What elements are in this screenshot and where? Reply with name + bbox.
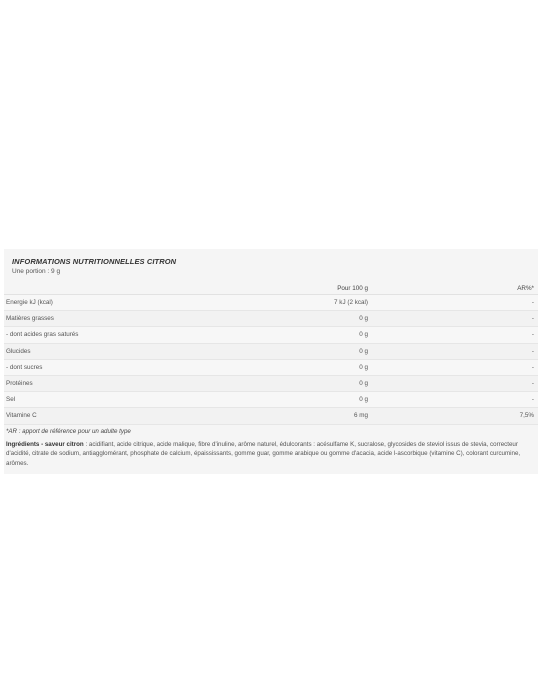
nutrient-value: 0 g — [306, 327, 372, 343]
nutrient-name: - dont acides gras saturés — [4, 327, 306, 343]
table-row — [4, 408, 538, 424]
table-row — [4, 327, 538, 343]
ingredients-text: : acidifiant, acide citrique, acide malique, fibre d'inuline, arôme naturel, édulcorants : acésulfame K, sucralose, glycosides de steviol issus de stevia, correcteur d'acidité, citrate de sodium, antiagglomérant, phosphate de calcium, épaississants, gomme guar, gomme arabique ou gomme d'acacia, acide l-ascorbique (vitamine C), colorant curcumine, arômes. — [6, 440, 521, 467]
header-ar: AR%* — [372, 282, 538, 295]
nutrient-ar: 7,5% — [372, 408, 538, 424]
nutrient-name: Protéines — [4, 375, 306, 391]
ingredients-label: Ingrédients - saveur citron — [6, 440, 84, 448]
serving-size: Une portion : 9 g — [12, 268, 61, 275]
header-per-100g: Pour 100 g — [306, 282, 372, 295]
nutrient-ar: - — [372, 375, 538, 391]
nutrient-value: 0 g — [306, 311, 372, 327]
nutrient-value: 0 g — [306, 343, 372, 359]
panel-title: INFORMATIONS NUTRITIONNELLES CITRON — [12, 257, 177, 266]
table-row — [4, 343, 538, 359]
panel-header — [4, 249, 538, 282]
nutrient-ar: - — [372, 311, 538, 327]
nutrient-name: Vitamine C — [4, 408, 306, 424]
nutrient-ar: - — [372, 392, 538, 408]
nutrient-ar: - — [372, 359, 538, 375]
nutrient-name: Sel — [4, 392, 306, 408]
table-row — [4, 311, 538, 327]
table-row — [4, 392, 538, 408]
nutrient-name: Glucides — [4, 343, 306, 359]
nutrient-name: Matières grasses — [4, 311, 306, 327]
nutrient-value: 6 mg — [306, 408, 372, 424]
nutrition-table — [4, 282, 538, 425]
nutrient-value: 0 g — [306, 392, 372, 408]
nutrient-name: - dont sucres — [4, 359, 306, 375]
nutrient-value: 0 g — [306, 375, 372, 391]
nutrient-ar: - — [372, 295, 538, 311]
ingredients-block — [4, 437, 538, 475]
nutrient-ar: - — [372, 327, 538, 343]
nutrient-value: 0 g — [306, 359, 372, 375]
nutrient-value: 7 kJ (2 kcal) — [306, 295, 372, 311]
header-name — [4, 282, 306, 295]
reference-note: *AR : apport de référence pour un adulte type — [6, 427, 131, 435]
table-row — [4, 375, 538, 391]
table-row — [4, 295, 538, 311]
nutrient-ar: - — [372, 343, 538, 359]
table-header-row — [4, 282, 538, 295]
table-row — [4, 359, 538, 375]
nutrient-name: Energie kJ (kcal) — [4, 295, 306, 311]
nutrition-panel — [4, 249, 538, 474]
